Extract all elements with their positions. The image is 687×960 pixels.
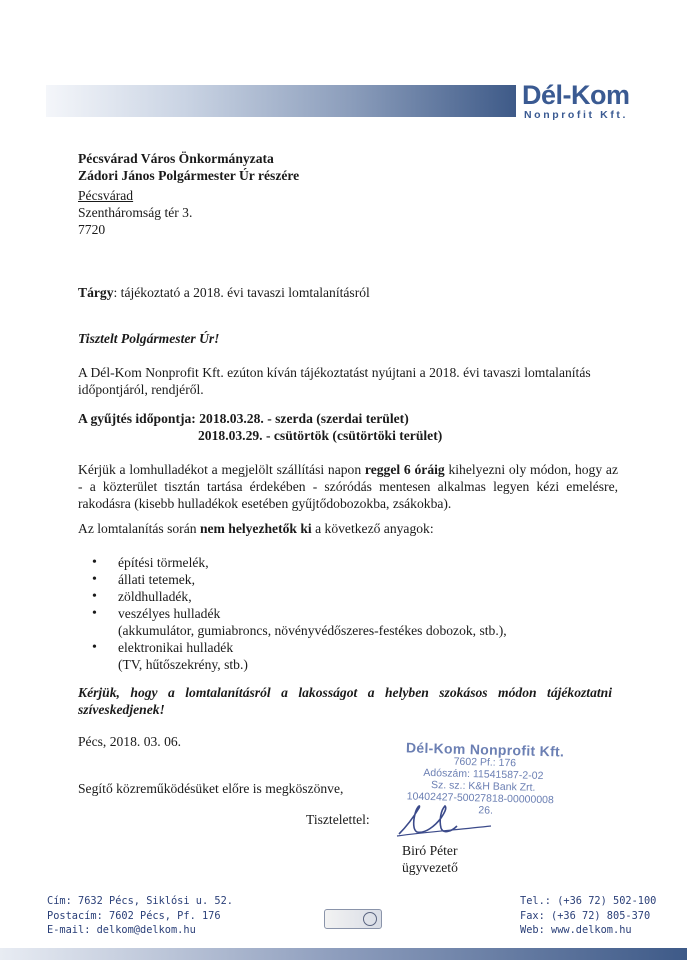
- intro-paragraph: A Dél-Kom Nonprofit Kft. ezúton kíván tájékoztatást nyújtani a 2018. évi tavaszi lomtalanítás időpontjáról, rendjéről.: [78, 365, 591, 397]
- recipient-person: Zádori János Polgármester Úr részére: [78, 168, 300, 183]
- salutation: Tisztelt Polgármester Úr!: [78, 331, 220, 346]
- list-item: [78, 554, 638, 571]
- company-logo-subtitle: Nonprofit Kft.: [524, 109, 629, 121]
- recipient-city: Pécsvárad: [78, 188, 134, 203]
- recipient-zip: 7720: [78, 222, 106, 237]
- stamp-bank: Sz. sz.: K&H Bank Zrt.: [430, 779, 536, 794]
- list-item: [78, 605, 638, 639]
- list-item: [78, 571, 638, 588]
- item-label: veszélyes hulladék: [118, 606, 221, 621]
- footer-web[interactable]: Web: www.delkom.hu: [520, 924, 632, 936]
- signatory-title: ügyvezető: [402, 860, 458, 875]
- request-text-1: Kérjük a lomhulladékot a megjelölt szállítási napon: [78, 462, 365, 477]
- list-item: [78, 588, 638, 605]
- letter-date: Pécs, 2018. 03. 06.: [78, 734, 182, 749]
- certification-badge-icon: [324, 909, 382, 929]
- footer-email[interactable]: E-mail: delkom@delkom.hu: [47, 924, 196, 936]
- item-label: zöldhulladék,: [118, 589, 192, 604]
- company-logo: Dél-Kom: [522, 80, 630, 110]
- list-item: [78, 639, 638, 673]
- item-label: elektronikai hulladék: [118, 640, 234, 655]
- footer-address: Cím: 7632 Pécs, Siklósi u. 52.: [47, 895, 233, 907]
- subject-label: Tárgy: [78, 285, 114, 300]
- thanks-line: Segítő közreműködésüket előre is megköszönve,: [78, 781, 344, 796]
- footer-contact-block: [520, 894, 656, 938]
- certification-seal-icon: [363, 912, 377, 926]
- item-detail: (akkumulátor, gumiabroncs, növényvédőszeres-festékes dobozok, stb.),: [118, 623, 507, 638]
- collection-date-1: A gyűjtés időpontja: 2018.03.28. - szerda (szerdai terület): [78, 411, 409, 426]
- letterhead-bar: [46, 85, 516, 117]
- request-paragraph: [78, 461, 618, 512]
- request-deadline: reggel 6 óráig: [364, 462, 445, 477]
- footer-bar: [0, 948, 687, 960]
- stamp-tax: Adószám: 11541587-2-02: [423, 766, 544, 782]
- exclusion-intro: [78, 520, 434, 537]
- stamp-account: 10402427-50027818-00000008: [406, 790, 554, 807]
- item-detail: (TV, hűtőszekrény, stb.): [118, 657, 248, 672]
- exclusion-text-1: Az lomtalanítás során: [78, 521, 200, 536]
- excluded-items-list: [78, 554, 638, 673]
- footer-phone: Tel.: (+36 72) 502-100: [520, 895, 657, 907]
- footer-address-block: [47, 894, 233, 938]
- exclusion-text-2: a következő anyagok:: [311, 521, 434, 536]
- footer-postal: Postacím: 7602 Pécs, Pf. 176: [47, 909, 221, 922]
- item-label: építési törmelék,: [118, 555, 209, 570]
- collection-date-2: 2018.03.29. - csütörtök (csütörtöki terület): [198, 428, 443, 443]
- stamp-name: Dél-Kom Nonprofit Kft.: [405, 739, 565, 760]
- subject-line: [78, 284, 370, 301]
- subject-text: : tájékoztató a 2018. évi tavaszi lomtalanításról: [113, 285, 370, 300]
- signature: [395, 796, 505, 844]
- closing-request: Kérjük, hogy a lomtalanításról a lakosságot a helyben szokásos módon tájékoztatni szíveskedjenek!: [78, 685, 612, 717]
- recipient-org: Pécsvárad Város Önkormányzata: [78, 151, 274, 166]
- footer-fax: Fax: (+36 72) 805-370: [520, 909, 651, 922]
- stamp-number: 26.: [478, 804, 494, 817]
- item-label: állati tetemek,: [118, 572, 195, 587]
- exclusion-bold: nem helyezhetők ki: [199, 521, 312, 536]
- signatory-name: Biró Péter: [402, 843, 458, 858]
- request-text-2: kihelyezni oly módon, hogy az - a közterület tisztán tartása érdekében - szóródás mentesen alkalmas legyen kézi emelésre, rakodásra (kisebb hulladékok esetében gyűjtődobozokba, zsákokba).: [78, 462, 618, 511]
- stamp-address: 7602 Pf.: 176: [453, 755, 517, 770]
- recipient-street: Szentháromság tér 3.: [78, 205, 193, 220]
- regards-line: Tisztelettel:: [306, 812, 370, 827]
